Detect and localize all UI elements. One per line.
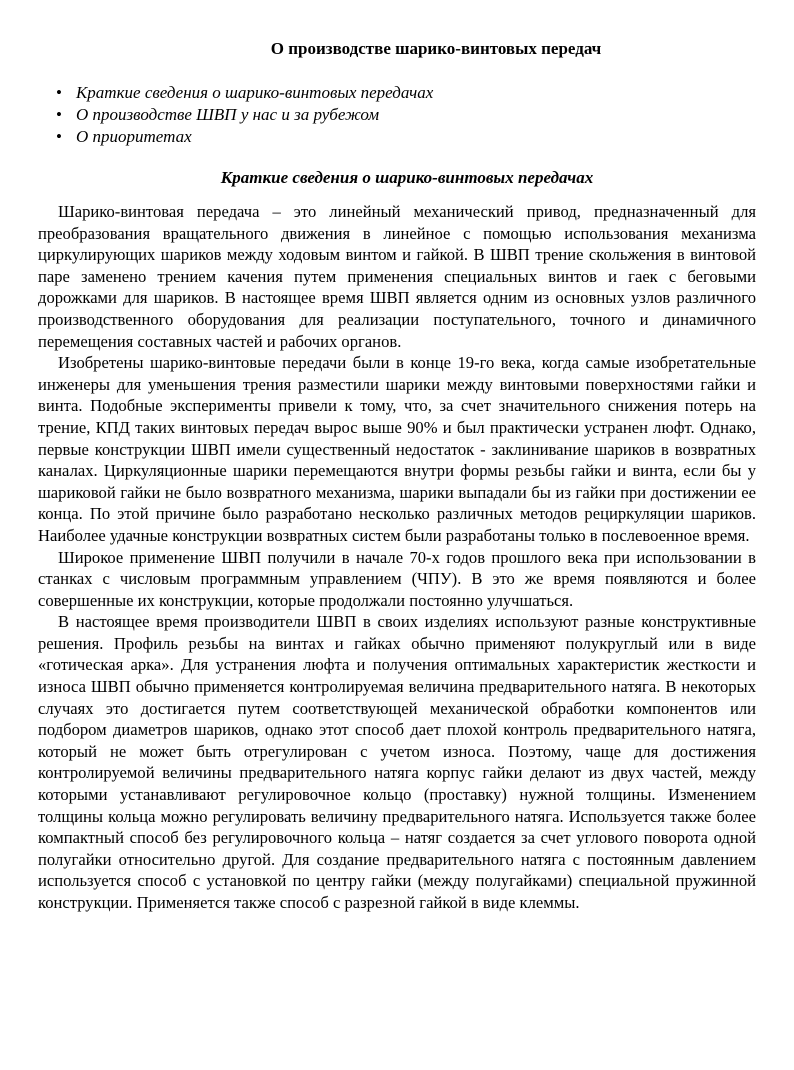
toc-item	[56, 82, 433, 104]
paragraph: Изобретены шарико-винтовые передачи были в конце 19-го века, когда самые изобретательные инженеры для уменьшения трения разместили шарики между винтовыми поверхностями гайки и винта. Подобные эксперименты привели к тому, что, за счет значительного снижения потерь на трение, КПД таких винтовых передач вырос выше 90% и был практически устранен люфт. Однако, первые конструкции ШВП имели существенный недостаток - заклинивание шариков в возвратных каналах. Циркуляционные шарики перемещаются внутри формы резьбы гайки и винта, если бы у шариковой гайки не было возвратного механизма, шарики выпадали бы из гайки при достижении ее конца. По этой причине было разработано несколько различных методов рециркуляции шариков. Наиболее удачные конструкции возвратных систем были разработаны только в послевоенное время.	[38, 353, 756, 545]
table-of-contents	[56, 82, 433, 148]
toc-link-production[interactable]: О производстве ШВП у нас и за рубежом	[76, 105, 380, 124]
bullet-icon: •	[56, 105, 62, 124]
toc-item	[56, 126, 433, 148]
section-heading: Краткие сведения о шарико-винтовых передачах	[220, 168, 594, 187]
paragraph: Шарико-винтовая передача – это линейный механический привод, предназначенный для преобразования вращательного движения в линейное с помощью использования механизма циркулирующих шариков между ходовым винтом и гайкой. В ШВП трение скольжения в винтовой паре заменено трением качения путем применения специальных винтов и гаек с беговыми дорожками для шариков. В настоящее время ШВП является одним из основных узлов различного производственного оборудования для реализации поступательного, точного и динамичного перемещения составных частей и рабочих органов.	[38, 202, 756, 351]
paragraph: В настоящее время производители ШВП в своих изделиях используют разные конструктивные решения. Профиль резьбы на винтах и гайках обычно применяют полукруглый или в виде «готическая арка». Для устранения люфта и получения оптимальных характеристик жесткости и износа ШВП обычно применяется контролируемая величина предварительного натяга. В некоторых случаях это достигается путем соответствующей механической обработки компонентов или подбором диаметров шариков, однако этот способ дает плохой контроль предварительного натяга, который не может быть отрегулирован с учетом износа. Поэтому, чаще для достижения контролируемой величины предварительного натяга корпус гайки делают из двух частей, между которыми устанавливают регулировочное кольцо (проставку) нужной толщины. Изменением толщины кольца можно регулировать величину предварительного натяга. Используется также более компактный способ без регулировочного кольца – натяг создается за счет углового поворота одной полугайки относительно другой. Для создание предварительного натяга с постоянным давлением используется способ с установкой по центру гайки (между полугайками) специальной пружинной конструкции. Применяется также способ с разрезной гайкой в виде клеммы.	[38, 612, 756, 912]
toc-item	[56, 104, 433, 126]
toc-link-overview[interactable]: Краткие сведения о шарико-винтовых передачах	[76, 83, 434, 102]
page-title: О производстве шарико-винтовых передач	[270, 39, 602, 58]
bullet-icon: •	[56, 127, 62, 146]
paragraph: Широкое применение ШВП получили в начале 70-х годов прошлого века при использовании в станках с числовым программным управлением (ЧПУ). В это же время появляются и более совершенные их конструкции, которые продолжали постоянно улучшаться.	[38, 547, 756, 610]
toc-link-priorities[interactable]: О приоритетах	[76, 127, 192, 146]
article-body	[38, 201, 756, 914]
bullet-icon: •	[56, 83, 62, 102]
